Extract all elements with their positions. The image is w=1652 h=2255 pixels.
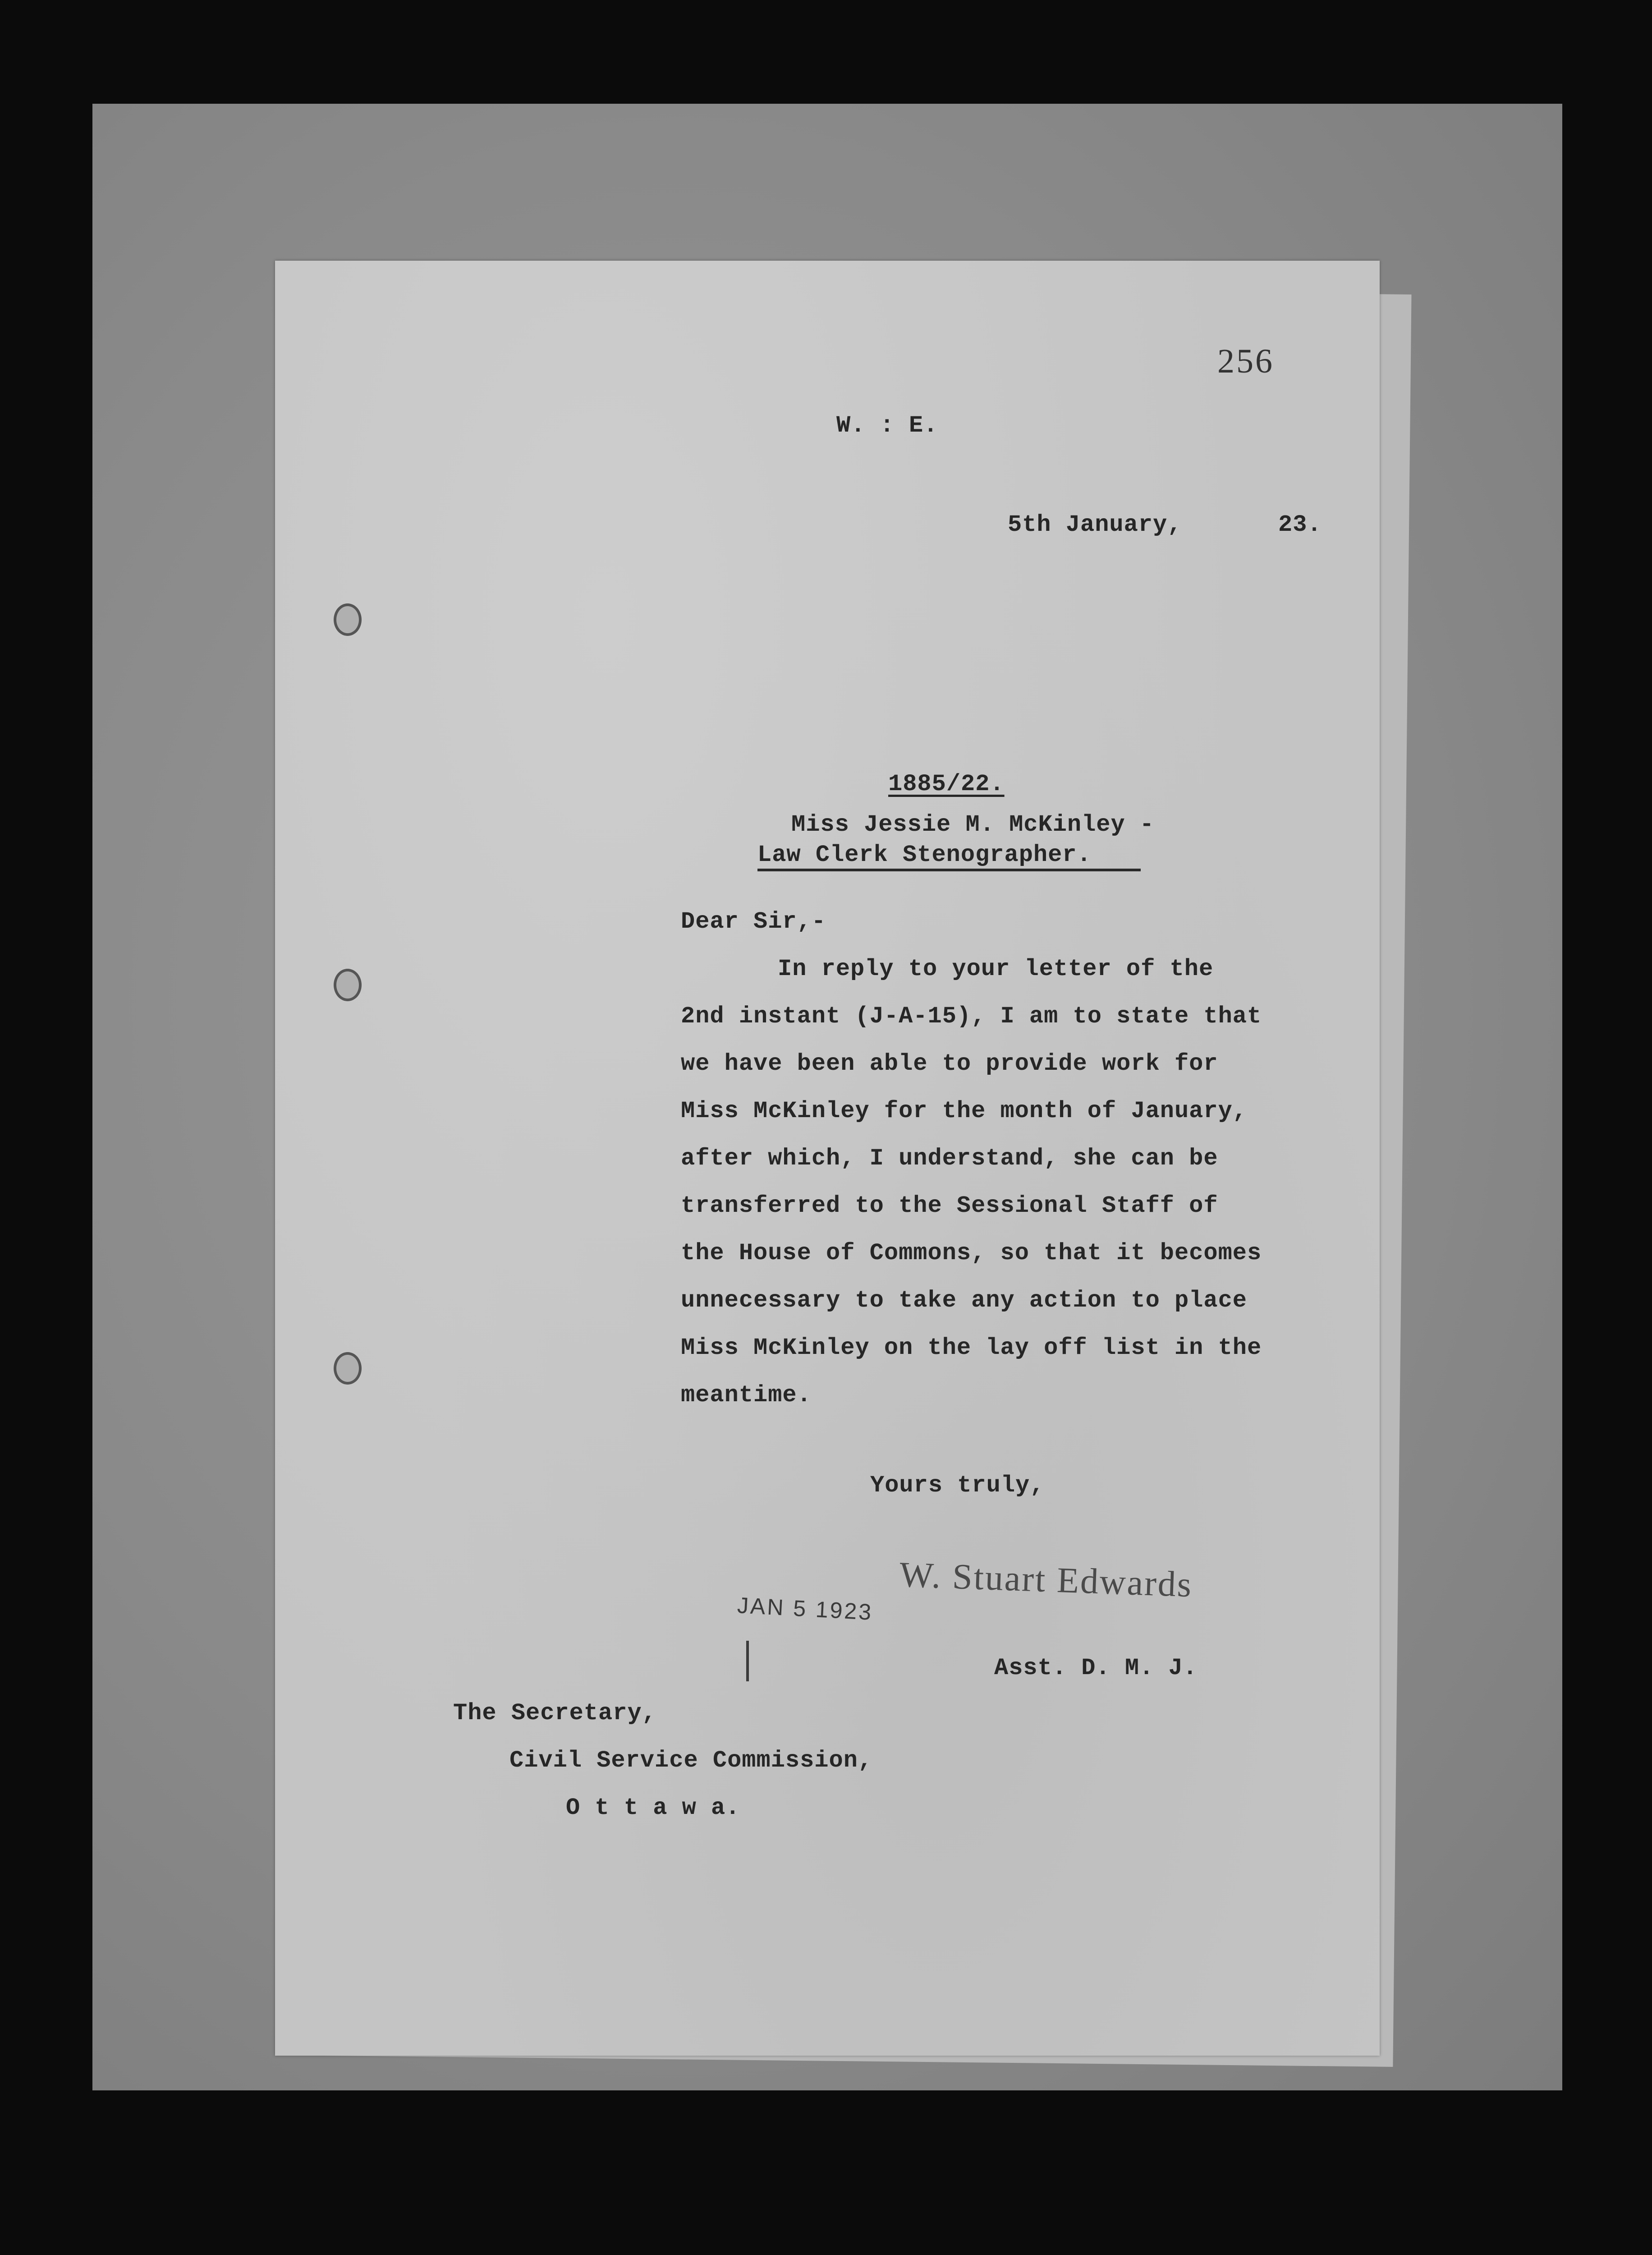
- initials: W. : E.: [836, 412, 938, 439]
- body-line: the House of Commons, so that it becomes: [681, 1240, 1262, 1266]
- body-line: transferred to the Sessional Staff of: [681, 1192, 1218, 1219]
- punch-hole-middle: [334, 969, 362, 1001]
- body-line: after which, I understand, she can be: [681, 1145, 1218, 1172]
- letter-sheet: [275, 261, 1380, 2056]
- body-line: 2nd instant (J-A-15), I am to state that: [681, 1003, 1262, 1030]
- addressee-line: O t t a w a.: [566, 1795, 740, 1821]
- file-number: 1885/22.: [888, 771, 1005, 797]
- body-line: meantime.: [681, 1382, 812, 1408]
- date-line: 5th January,: [1008, 511, 1182, 538]
- body-line: Miss McKinley for the month of January,: [681, 1098, 1247, 1124]
- salutation: Dear Sir,-: [681, 908, 826, 935]
- page-number: 256: [1217, 342, 1274, 380]
- pencil-mark: [746, 1641, 749, 1681]
- subject-underline: [757, 869, 1141, 871]
- year-suffix: 23.: [1278, 511, 1322, 538]
- addressee-line: The Secretary,: [453, 1700, 656, 1726]
- subject-line-1: Miss Jessie M. McKinley -: [791, 811, 1155, 838]
- punch-hole-top: [334, 603, 362, 636]
- body-line: unnecessary to take any action to place: [681, 1287, 1247, 1314]
- body-line: In reply to your letter of the: [778, 956, 1214, 982]
- body-line: we have been able to provide work for: [681, 1050, 1218, 1077]
- signer-title: Asst. D. M. J.: [994, 1655, 1198, 1681]
- subject-line-2: Law Clerk Stenographer.: [757, 842, 1092, 868]
- signature: W. Stuart Edwards: [899, 1555, 1193, 1605]
- punch-hole-bottom: [334, 1352, 362, 1385]
- closing: Yours truly,: [870, 1472, 1045, 1499]
- body-line: Miss McKinley on the lay off list in the: [681, 1335, 1262, 1361]
- date-stamp: JAN 5 1923: [736, 1592, 874, 1625]
- addressee-line: Civil Service Commission,: [509, 1747, 873, 1774]
